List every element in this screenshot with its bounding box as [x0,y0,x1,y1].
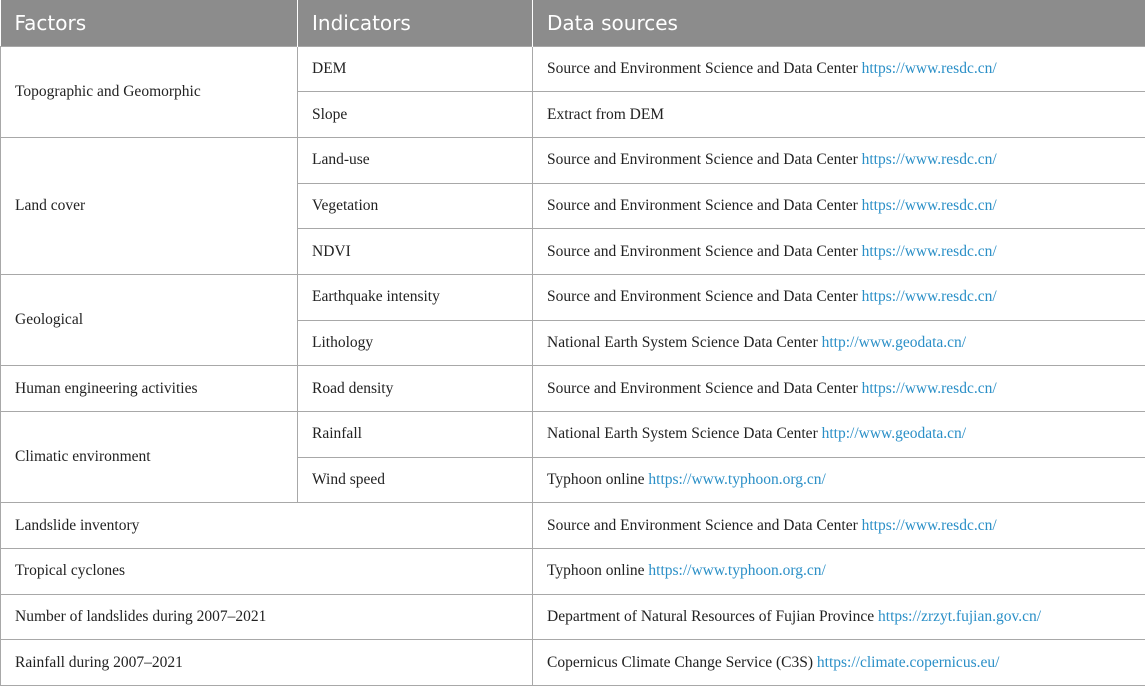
source-cell [533,457,1145,503]
factor-cell: Geological [1,274,298,365]
source-cell [533,594,1145,640]
indicator-cell: Wind speed [298,457,533,503]
source-cell [533,366,1145,412]
source-link[interactable]: https://www.resdc.cn/ [861,196,997,214]
factor-cell: Land cover [1,137,298,274]
source-text: National Earth System Science Data Center [547,425,818,443]
source-cell [533,412,1145,458]
table-row [1,640,1145,686]
source-text: Source and Environment Science and Data Center [547,196,858,214]
source-text: Source and Environment Science and Data Center [547,379,858,397]
indicator-cell: Rainfall [298,412,533,458]
source-text: Department of Natural Resources of Fujian Province [547,608,875,626]
source-text: National Earth System Science Data Center [547,333,818,351]
source-link[interactable]: https://www.resdc.cn/ [861,288,997,306]
indicator-cell: Earthquake intensity [298,274,533,320]
source-link[interactable]: http://www.geodata.cn/ [821,425,967,443]
indicator-cell: Lithology [298,320,533,366]
source-link[interactable]: https://www.resdc.cn/ [861,59,997,77]
table-row [1,503,1145,549]
source-link[interactable]: http://www.geodata.cn/ [821,333,967,351]
source-cell [533,229,1145,275]
factor-cell: Landslide inventory [1,503,533,549]
indicator-cell: DEM [298,46,533,92]
source-link[interactable]: https://www.resdc.cn/ [861,151,997,169]
source-link[interactable]: https://zrzyt.fujian.gov.cn/ [878,608,1042,626]
source-cell [533,503,1145,549]
source-link[interactable]: https://climate.copernicus.eu/ [816,653,1000,671]
header-indicators: Indicators [298,0,533,46]
table-row [1,274,1145,320]
source-cell [533,549,1145,595]
source-text: Source and Environment Science and Data Center [547,151,858,169]
source-link[interactable]: https://www.resdc.cn/ [861,516,997,534]
source-text: Extract from DEM [547,105,665,123]
header-data-sources: Data sources [533,0,1145,46]
indicator-cell: Vegetation [298,183,533,229]
source-cell [533,320,1145,366]
source-text: Source and Environment Science and Data Center [547,242,858,260]
source-link[interactable]: https://www.typhoon.org.cn/ [648,562,826,580]
factor-cell: Number of landslides during 2007–2021 [1,594,533,640]
source-link[interactable]: https://www.typhoon.org.cn/ [648,471,826,489]
source-cell [533,640,1145,686]
source-text: Typhoon online [547,471,645,489]
source-link[interactable]: https://www.resdc.cn/ [861,379,997,397]
indicator-cell: Slope [298,92,533,138]
source-text: Source and Environment Science and Data Center [547,59,858,77]
indicator-cell: NDVI [298,229,533,275]
indicator-cell: Land-use [298,137,533,183]
header-factors: Factors [1,0,298,46]
indicator-cell: Road density [298,366,533,412]
source-link[interactable]: https://www.resdc.cn/ [861,242,997,260]
factor-cell: Human engineering activities [1,366,298,412]
table-row [1,412,1145,458]
factor-cell: Tropical cyclones [1,549,533,595]
source-cell [533,183,1145,229]
factor-cell: Climatic environment [1,412,298,503]
table-row [1,366,1145,412]
table-row [1,46,1145,92]
source-cell [533,274,1145,320]
source-cell [533,137,1145,183]
source-text: Source and Environment Science and Data Center [547,516,858,534]
source-text: Source and Environment Science and Data Center [547,288,858,306]
factor-cell: Rainfall during 2007–2021 [1,640,533,686]
header-row [1,0,1145,46]
source-cell [533,46,1145,92]
factor-cell: Topographic and Geomorphic [1,46,298,137]
table-row [1,137,1145,183]
table-row [1,594,1145,640]
source-text: Copernicus Climate Change Service (C3S) [547,653,814,671]
source-cell [533,92,1145,138]
source-text: Typhoon online [547,562,645,580]
table-row [1,549,1145,595]
